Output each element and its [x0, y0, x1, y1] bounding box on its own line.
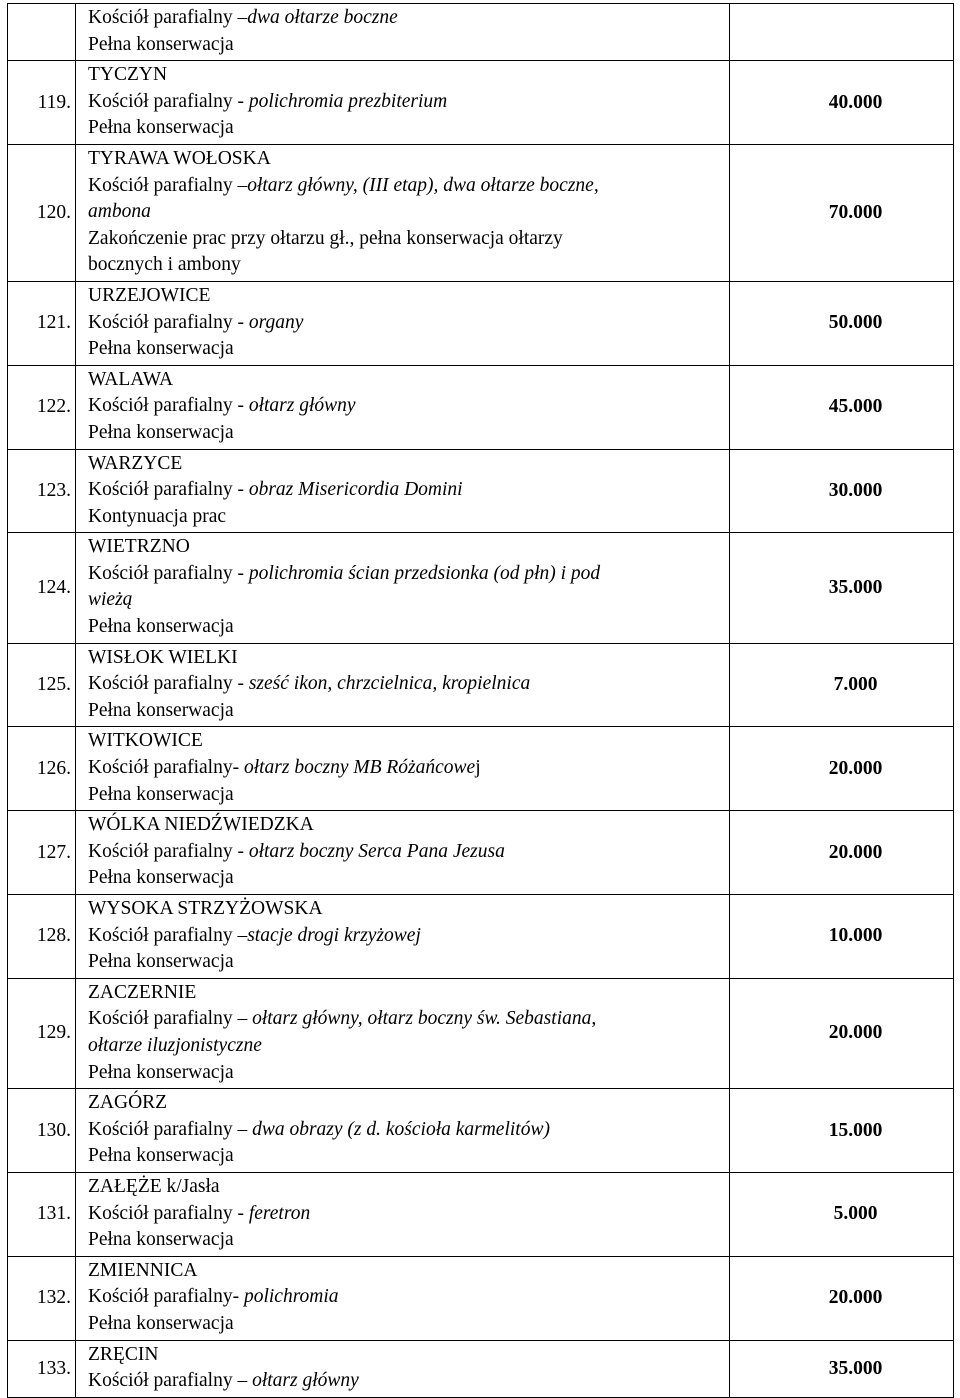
item-description [76, 4, 730, 61]
item-number [8, 4, 76, 61]
description-line [88, 367, 723, 394]
item-number: 119. [8, 61, 76, 145]
object-text: organy [248, 311, 304, 333]
object-text: stacje drogi krzyżowej [247, 924, 421, 946]
plain-text: Kościół parafialny - [88, 562, 249, 584]
item-number: 128. [8, 895, 76, 979]
description-line [88, 865, 723, 892]
plain-text: Pełna konserwacja [88, 1312, 234, 1334]
amount: 30.000 [730, 449, 954, 533]
plain-text: Pełna konserwacja [88, 117, 234, 139]
item-number: 125. [8, 643, 76, 727]
plain-text: ZAGÓRZ [88, 1092, 168, 1114]
table-row [8, 1172, 954, 1256]
amount: 20.000 [730, 811, 954, 895]
item-number: 130. [8, 1089, 76, 1173]
description-line [88, 1174, 723, 1201]
object-text: feretron [248, 1202, 311, 1224]
item-number: 123. [8, 449, 76, 533]
table-row [8, 281, 954, 365]
plain-text: Kościół parafialny – [88, 1118, 253, 1140]
amount: 10.000 [730, 895, 954, 979]
plain-text: URZEJOWICE [88, 284, 211, 306]
plain-text: TYCZYN [88, 64, 168, 86]
description-line [88, 336, 723, 363]
object-text: ołtarz główny, ołtarz boczny św. Sebastiana, [252, 1008, 597, 1030]
item-description [76, 1172, 730, 1256]
item-number: 133. [8, 1340, 76, 1397]
object-text: dwa obrazy (z d. kościoła karmelitów) [252, 1118, 550, 1140]
object-text: ambona [88, 201, 151, 223]
table-row [8, 643, 954, 727]
description-line [88, 226, 723, 253]
plain-text: WITKOWICE [88, 730, 203, 752]
description-line [88, 62, 723, 89]
table-row [8, 144, 954, 281]
item-number: 129. [8, 978, 76, 1088]
description-line [88, 728, 723, 755]
plain-text: Kościół parafialny- [88, 1286, 244, 1308]
item-number: 131. [8, 1172, 76, 1256]
plain-text: Kościół parafialny – [88, 174, 248, 196]
plain-text: Pełna konserwacja [88, 338, 234, 360]
item-number: 126. [8, 727, 76, 811]
item-description [76, 1340, 730, 1397]
table-row [8, 895, 954, 979]
description-line [88, 477, 723, 504]
object-text: ołtarz główny [248, 395, 356, 417]
description-line [88, 949, 723, 976]
description-line [88, 923, 723, 950]
description-line [88, 504, 723, 531]
item-description [76, 727, 730, 811]
item-description [76, 281, 730, 365]
description-line [88, 252, 723, 279]
table-row [8, 449, 954, 533]
description-line [88, 1006, 723, 1033]
description-line [88, 1033, 723, 1060]
description-line [88, 1258, 723, 1285]
plain-text: Pełna konserwacja [88, 33, 234, 55]
description-line [88, 1227, 723, 1254]
object-text: wieżą [88, 589, 133, 611]
plain-text: Pełna konserwacja [88, 616, 234, 638]
table-row [8, 1256, 954, 1340]
object-text: ołtarz boczny MB Różańcowe [243, 757, 476, 779]
amount: 35.000 [730, 1340, 954, 1397]
object-text: ołtarz boczny Serca Pana Jezusa [248, 840, 505, 862]
object-text: obraz Misericordia Domini [248, 479, 463, 501]
amount: 40.000 [730, 61, 954, 145]
description-line [88, 1368, 723, 1395]
table-row [8, 1089, 954, 1173]
description-line [88, 1060, 723, 1087]
item-number: 120. [8, 144, 76, 281]
table-row [8, 533, 954, 643]
plain-text: Pełna konserwacja [88, 783, 234, 805]
plain-text: WARZYCE [88, 452, 183, 474]
description-line [88, 839, 723, 866]
plain-text: Kościół parafialny – [88, 1008, 253, 1030]
object-text: dwa ołtarze boczne [247, 7, 398, 28]
description-line [88, 199, 723, 226]
plain-text: Pełna konserwacja [88, 1229, 234, 1251]
item-description [76, 1089, 730, 1173]
plain-text: Kościół parafialny – [88, 7, 248, 28]
plain-text: Kościół parafialny - [88, 1202, 249, 1224]
plain-text: Kontynuacja prac [88, 505, 227, 527]
description-line [88, 1342, 723, 1369]
object-text: polichromia [243, 1286, 339, 1308]
amount [730, 4, 954, 61]
description-line [88, 587, 723, 614]
item-description [76, 1256, 730, 1340]
description-line [88, 173, 723, 200]
description-line [88, 534, 723, 561]
description-line [88, 614, 723, 641]
description-line [88, 115, 723, 142]
item-number: 127. [8, 811, 76, 895]
plain-text: Pełna konserwacja [88, 951, 234, 973]
amount: 20.000 [730, 1256, 954, 1340]
object-text: sześć ikon, chrzcielnica, kropielnica [248, 673, 531, 695]
plain-text: TYRAWA WOŁOSKA [88, 147, 271, 169]
plain-text: Kościół parafialny - [88, 90, 249, 112]
plain-text: Kościół parafialny - [88, 479, 249, 501]
amount: 20.000 [730, 978, 954, 1088]
plain-text: ZMIENNICA [88, 1259, 198, 1281]
plain-text: WÓLKA NIEDŹWIEDZKA [88, 814, 314, 836]
plain-text: ZRĘCIN [88, 1343, 159, 1365]
table-row [8, 365, 954, 449]
plain-text: Kościół parafialny- [88, 757, 244, 779]
conservation-table [7, 3, 954, 1398]
item-number: 124. [8, 533, 76, 643]
description-line [88, 420, 723, 447]
plain-text: bocznych i ambony [88, 254, 241, 276]
item-number: 122. [8, 365, 76, 449]
plain-text: WALAWA [88, 368, 174, 390]
item-description [76, 449, 730, 533]
description-line [88, 561, 723, 588]
plain-text: Pełna konserwacja [88, 1061, 234, 1083]
description-line [88, 1284, 723, 1311]
plain-text: Pełna konserwacja [88, 1145, 234, 1167]
description-line [88, 645, 723, 672]
plain-text: Zakończenie prac przy ołtarzu gł., pełna konserwacja ołtarzy [88, 227, 563, 249]
amount: 50.000 [730, 281, 954, 365]
description-line [88, 812, 723, 839]
description-line [88, 1090, 723, 1117]
plain-text: Kościół parafialny - [88, 840, 249, 862]
amount: 45.000 [730, 365, 954, 449]
plain-text: Pełna konserwacja [88, 421, 234, 443]
object-text: polichromia prezbiterium [248, 90, 448, 112]
description-line [88, 1117, 723, 1144]
plain-text: Kościół parafialny – [88, 1370, 253, 1392]
item-description [76, 895, 730, 979]
object-text: ołtarz główny, (III etap), dwa ołtarze boczne, [247, 174, 599, 196]
plain-text: Kościół parafialny – [88, 924, 248, 946]
amount: 70.000 [730, 144, 954, 281]
description-line [88, 310, 723, 337]
plain-text: Pełna konserwacja [88, 867, 234, 889]
amount: 35.000 [730, 533, 954, 643]
table-row [8, 727, 954, 811]
description-line [88, 451, 723, 478]
item-description [76, 978, 730, 1088]
amount: 20.000 [730, 727, 954, 811]
table-row [8, 1340, 954, 1397]
plain-text: Kościół parafialny - [88, 311, 249, 333]
description-line [88, 698, 723, 725]
description-line [88, 1201, 723, 1228]
item-number: 132. [8, 1256, 76, 1340]
amount: 5.000 [730, 1172, 954, 1256]
description-line [88, 755, 723, 782]
table-body [8, 4, 954, 1398]
table-row [8, 4, 954, 61]
description-line [88, 896, 723, 923]
plain-text: WISŁOK WIELKI [88, 646, 238, 668]
plain-text: Pełna konserwacja [88, 699, 234, 721]
plain-text: Kościół parafialny - [88, 395, 249, 417]
plain-text: WYSOKA STRZYŻOWSKA [88, 898, 323, 919]
description-line [88, 1311, 723, 1338]
object-text: ołtarze iluzjonistyczne [88, 1034, 262, 1056]
description-line [88, 782, 723, 809]
item-description [76, 144, 730, 281]
description-line [88, 1143, 723, 1170]
table-row [8, 811, 954, 895]
description-line [88, 32, 723, 59]
description-line [88, 393, 723, 420]
description-line [88, 5, 723, 32]
table-row [8, 61, 954, 145]
description-line [88, 283, 723, 310]
description-line [88, 146, 723, 173]
item-number: 121. [8, 281, 76, 365]
plain-text: j [475, 757, 481, 779]
description-line [88, 89, 723, 116]
amount: 15.000 [730, 1089, 954, 1173]
item-description [76, 365, 730, 449]
item-description [76, 811, 730, 895]
item-description [76, 61, 730, 145]
plain-text: Kościół parafialny - [88, 673, 249, 695]
object-text: polichromia ścian przedsionka (od płn) i pod [248, 562, 601, 584]
object-text: ołtarz główny [252, 1370, 359, 1392]
plain-text: ZACZERNIE [88, 981, 197, 1003]
item-description [76, 533, 730, 643]
description-line [88, 980, 723, 1007]
plain-text: WIETRZNO [88, 536, 190, 558]
item-description [76, 643, 730, 727]
plain-text: ZAŁĘŻE k/Jasła [88, 1175, 220, 1197]
table-row [8, 978, 954, 1088]
description-line [88, 671, 723, 698]
amount: 7.000 [730, 643, 954, 727]
